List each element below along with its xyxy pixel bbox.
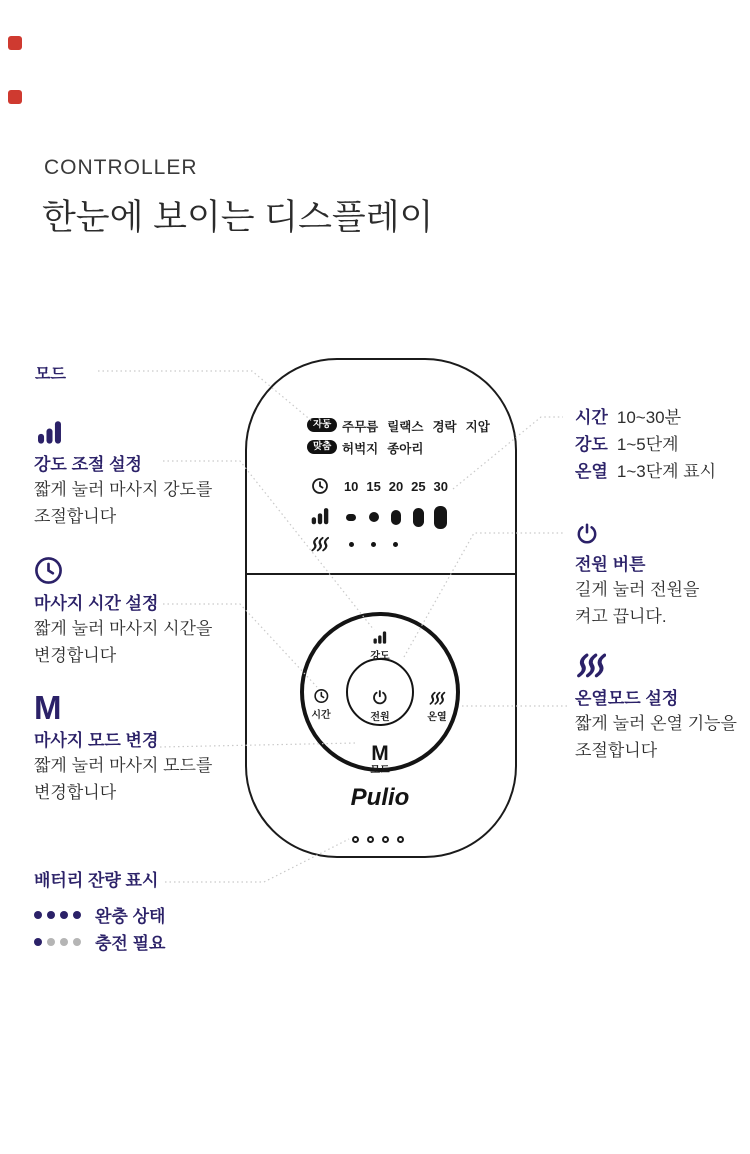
battery-low-row: 충전 필요 (34, 928, 165, 955)
callout-heading: 마사지 시간 설정 (34, 594, 159, 613)
intensity-bars-icon (371, 629, 388, 650)
callout-body: 짧게 눌러 마사지 모드를 (34, 756, 213, 776)
custom-mode-options: 허벅지 종아리 (342, 442, 424, 456)
callout-body: 길게 눌러 전원을 (575, 580, 700, 600)
mode-callout-label: 모드 (35, 366, 66, 383)
clock-icon (34, 555, 212, 585)
battery-legend-heading: 배터리 잔량 표시 (34, 871, 159, 890)
callout-heading: 마사지 모드 변경 (34, 731, 159, 750)
intensity-level-row (340, 505, 452, 529)
battery-legend (34, 866, 165, 955)
intensity-bars-icon (34, 416, 212, 446)
display-spec-list (575, 404, 716, 485)
callout-heading: 온열모드 설정 (575, 689, 679, 708)
spec-row: 온열 1~3단계 표시 (575, 462, 717, 481)
intensity-button[interactable]: 강도 (370, 629, 389, 662)
callout-heading: 강도 조절 설정 (34, 455, 142, 474)
callout-body: 켜고 끕니다. (575, 607, 667, 627)
heat-icon (575, 650, 737, 680)
time-button[interactable]: 시간 (311, 688, 330, 721)
callout-body: 조절합니다 (575, 741, 658, 761)
callout-body: 변경합니다 (34, 646, 117, 666)
heat-level-row (340, 538, 407, 550)
brand-logo: Pulio (350, 784, 410, 811)
intensity-callout (34, 416, 212, 530)
callout-body: 짧게 눌러 온열 기능을 (575, 714, 737, 734)
callout-heading: 전원 버튼 (575, 555, 646, 574)
mode-m-letter: M (34, 689, 62, 726)
heat-button[interactable]: 온열 (427, 691, 446, 723)
callout-body: 짧게 눌러 마사지 시간을 (34, 619, 213, 639)
mode-m-letter: M (371, 742, 389, 765)
power-icon (371, 689, 388, 711)
mode-button[interactable]: M 모드 (370, 742, 390, 776)
callout-body: 변경합니다 (34, 783, 117, 803)
battery-indicator-dots (352, 836, 404, 843)
clock-icon (313, 688, 329, 709)
section-eyebrow: CONTROLLER (44, 156, 198, 179)
auto-mode-badge: 자동 (307, 418, 337, 432)
auto-mode-options: 주무름 릴랙스 경락 지압 (342, 420, 490, 434)
callout-body: 조절합니다 (34, 507, 117, 527)
time-callout (34, 555, 212, 669)
clock-icon (311, 477, 329, 500)
red-marker-icon (8, 36, 22, 50)
device-divider (245, 573, 517, 575)
power-callout (575, 520, 699, 630)
heat-callout (575, 650, 737, 764)
callout-body: 짧게 눌러 마사지 강도를 (34, 480, 213, 500)
intensity-bars-icon (309, 505, 331, 531)
red-marker-icon (8, 90, 22, 104)
page-title: 한눈에 보이는 디스플레이 (42, 198, 434, 237)
power-icon (575, 520, 699, 546)
heat-icon (428, 691, 445, 711)
power-button[interactable]: 전원 (370, 689, 389, 723)
custom-mode-badge: 맞춤 (307, 440, 337, 454)
mode-change-callout (34, 689, 213, 806)
time-scale-row: 10 15 20 25 30 (343, 478, 448, 494)
battery-low-dots (34, 938, 81, 946)
spec-row: 강도 1~5단계 (575, 435, 679, 454)
battery-full-row: 완충 상태 (34, 901, 165, 928)
spec-row: 시간 10~30분 (575, 408, 682, 427)
battery-full-dots (34, 911, 81, 919)
heat-icon (310, 536, 329, 558)
